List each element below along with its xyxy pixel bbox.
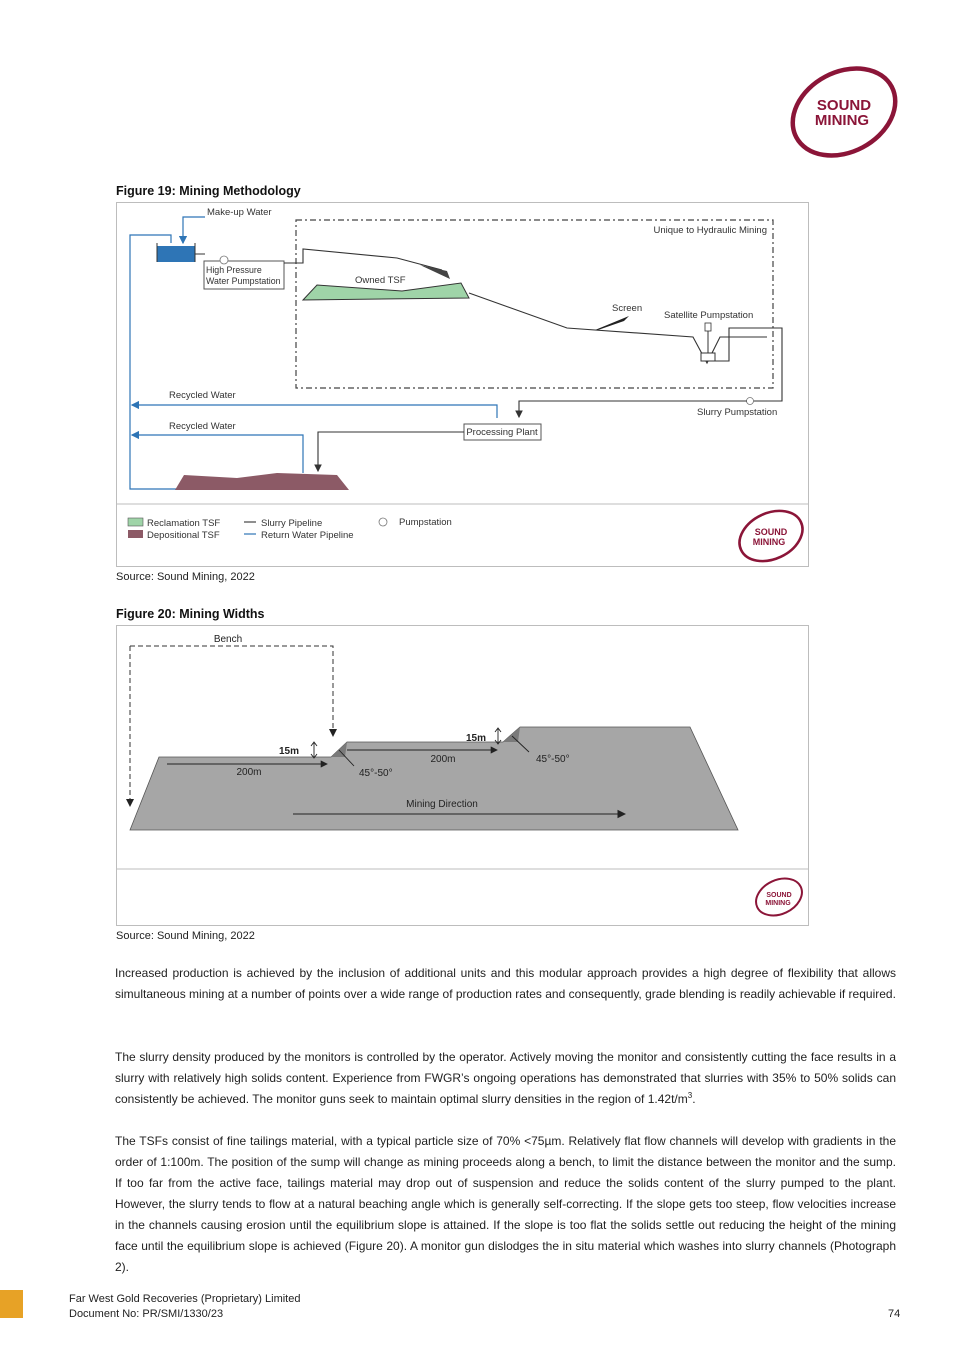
legend-reclamation: Reclamation TSF <box>147 518 221 529</box>
legend-pumpstation: Pumpstation <box>399 517 452 528</box>
legend-depositional: Depositional TSF <box>147 530 220 541</box>
footer-accent-bar <box>0 1290 23 1318</box>
label-hp-line1: High Pressure <box>206 265 262 275</box>
slurry-pumpstation-icon <box>747 398 754 405</box>
label-recycled-water-1: Recycled Water <box>169 390 236 401</box>
paragraph-3: The TSFs consist of fine tailings material, with a typical particle size of 70% <75µm. Relatively flat flow channels will develop with gradients in the order of 1:100m. The position of the sump will change as mining proceeds along a bench, to limit the distance between the monitor and the sump. If too far from the active face, tailings material may drop out of suspension and reduce the solids content of the slurry pumped to the plant. However, the slurry tends to flow at a natural beaching angle which is generally self-correcting. If the slope gets too steep, flow velocities increase in the channels causing erosion until the equilibrium slope is attained. If the slope is too flat the solids settle out reducing the height of the mining face until the equilibrium slope is achieved (Figure 20). A monitor gun dislodges the in situ material which washes into slurry channels (Photograph 2). <box>115 1134 896 1274</box>
paragraph-2-superscript: 3 <box>687 1091 693 1100</box>
slurry-to-deposition <box>318 432 464 471</box>
figure-20-title: Figure 20: Mining Widths <box>116 607 265 621</box>
sound-mining-logo <box>785 66 903 158</box>
recycled-water-line-2 <box>132 435 303 473</box>
label-unique-hydraulic: Unique to Hydraulic Mining <box>653 225 767 236</box>
figure-20-diagram <box>116 625 809 926</box>
legend-swatch-depositional <box>128 530 143 538</box>
label-height-2: 15m <box>466 733 487 744</box>
figure-19-title: Figure 19: Mining Methodology <box>116 184 301 198</box>
svg-text:SOUND: SOUND <box>766 892 792 899</box>
label-angle-1: 45°-50° <box>359 768 393 779</box>
depositional-tsf-shape <box>175 473 349 490</box>
sound-mining-logo-small-20 <box>750 871 808 922</box>
satellite-pump-icon <box>701 353 715 361</box>
screen-shape <box>595 316 629 330</box>
label-processing-plant: Processing Plant <box>466 427 538 438</box>
figure-19-source: Source: Sound Mining, 2022 <box>116 571 255 583</box>
logo-text-mining: MINING <box>814 112 870 129</box>
figure-20-source: Source: Sound Mining, 2022 <box>116 930 255 942</box>
label-makeup-water: Make-up Water <box>207 207 272 218</box>
figure-19-diagram <box>116 202 809 567</box>
water-tank <box>157 246 195 262</box>
label-hp-line2: Water Pumpstation <box>206 276 281 286</box>
legend-pumpstation-icon <box>379 518 387 526</box>
footer-document-number: Document No: PR/SMI/1330/23 <box>69 1308 224 1320</box>
mining-methodology-svg <box>117 203 808 566</box>
label-width-2: 200m <box>430 754 456 765</box>
sound-mining-logo-small-19 <box>731 501 808 566</box>
slurry-pipeline-up <box>715 328 782 401</box>
mining-widths-svg <box>117 626 808 925</box>
label-height-1: 15m <box>279 746 300 757</box>
makeup-water-pipe <box>183 217 205 243</box>
paragraph-2-end: . <box>692 1092 696 1106</box>
monitor-jet <box>420 265 450 279</box>
label-angle-2: 45°-50° <box>536 754 570 765</box>
label-satellite-pumpstation: Satellite Pumpstation <box>664 310 754 321</box>
logo-text-sound: SOUND <box>816 97 872 114</box>
label-recycled-water-2: Recycled Water <box>169 421 236 432</box>
high-pressure-pipeline <box>284 249 442 270</box>
label-owned-tsf: Owned TSF <box>355 275 406 286</box>
paragraph-2-text: The slurry density produced by the monitors is controlled by the operator. Actively moving the monitor and consistently cutting the face results in a slurry with relatively high solids content. Experience from FWGR’s ongoing operations has demonstrated that slurries with 35% to 50% solids can consistently be achieved. The monitor guns seek to maintain optimal slurry densities in the region of 1.42t/m <box>115 1050 896 1106</box>
svg-text:MINING: MINING <box>765 900 791 907</box>
legend-return-water: Return Water Pipeline <box>261 530 354 541</box>
svg-text:MINING: MINING <box>752 537 786 547</box>
page-number: 74 <box>888 1308 901 1320</box>
hydraulic-mining-boundary <box>296 220 773 388</box>
svg-text:SOUND: SOUND <box>754 527 788 537</box>
paragraph-1: Increased production is achieved by the inclusion of additional units and this modular approach provides a high degree of flexibility that allows simultaneous mining at a number of points over a wide range of production rates and consequently, grade blending is readily achievable if required. <box>115 966 896 1001</box>
footer-company: Far West Gold Recoveries (Proprietary) Limited <box>69 1293 301 1305</box>
label-mining-direction: Mining Direction <box>406 799 478 810</box>
pumpstation-icon <box>220 256 228 264</box>
label-slurry-pumpstation: Slurry Pumpstation <box>697 407 778 418</box>
legend-swatch-reclamation <box>128 518 143 526</box>
legend-slurry: Slurry Pipeline <box>261 518 323 529</box>
label-screen: Screen <box>612 303 643 314</box>
label-width-1: 200m <box>236 767 262 778</box>
bench-right-dash <box>130 646 333 736</box>
label-bench: Bench <box>213 634 243 645</box>
recycled-water-line-1 <box>132 405 497 418</box>
paragraph-2 <box>115 1047 896 1110</box>
